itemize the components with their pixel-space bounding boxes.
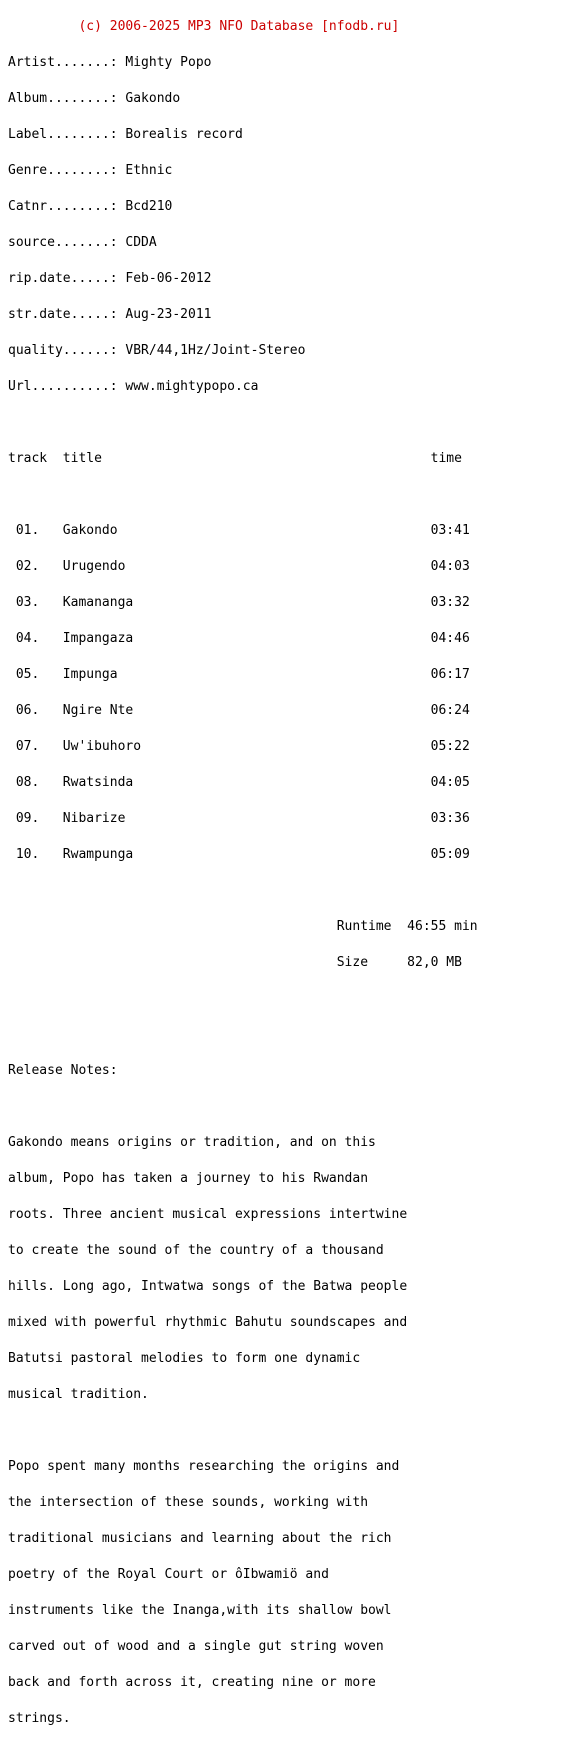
track-row: 06. Ngire Nte 06:24 <box>8 703 470 718</box>
notes-paragraph-1-line: Gakondo means origins or tradition, and on this <box>8 1135 376 1150</box>
notes-paragraph-1-line: Batutsi pastoral melodies to form one dynamic <box>8 1351 361 1366</box>
info-label: Label........: Borealis record <box>8 127 243 142</box>
blank-line <box>8 489 478 501</box>
info-catnr: Catnr........: Bcd210 <box>8 199 173 214</box>
info-source: source.......: CDDA <box>8 235 157 250</box>
runtime-total: Runtime 46:55 min <box>8 919 478 934</box>
notes-paragraph-1-line: hills. Long ago, Intwatwa songs of the Batwa people <box>8 1279 408 1294</box>
notes-paragraph-1-line: album, Popo has taken a journey to his Rwandan <box>8 1171 369 1186</box>
blank-line <box>8 1101 478 1113</box>
notes-paragraph-2-line: poetry of the Royal Court or ôIbwamiö and <box>8 1567 329 1582</box>
nfodb-header: (c) 2006-2025 MP3 NFO Database [nfodb.ru] <box>8 19 400 34</box>
size-total: Size 82,0 MB <box>8 955 462 970</box>
blank-line <box>8 417 478 429</box>
info-rip-date: rip.date.....: Feb-06-2012 <box>8 271 212 286</box>
notes-paragraph-1-line: roots. Three ancient musical expressions intertwine <box>8 1207 408 1222</box>
track-row: 01. Gakondo 03:41 <box>8 523 470 538</box>
track-row: 10. Rwampunga 05:09 <box>8 847 470 862</box>
release-notes-title: Release Notes: <box>8 1063 118 1078</box>
track-row: 09. Nibarize 03:36 <box>8 811 470 826</box>
track-row: 04. Impangaza 04:46 <box>8 631 470 646</box>
track-row: 07. Uw'ibuhoro 05:22 <box>8 739 470 754</box>
info-str-date: str.date.....: Aug-23-2011 <box>8 307 212 322</box>
info-url: Url..........: www.mightypopo.ca <box>8 379 259 394</box>
notes-paragraph-2-line: back and forth across it, creating nine or more <box>8 1675 376 1690</box>
blank-line <box>8 1425 478 1437</box>
notes-paragraph-1-line: musical tradition. <box>8 1387 149 1402</box>
notes-paragraph-2-line: traditional musicians and learning about the rich <box>8 1531 392 1546</box>
notes-paragraph-2-line: the intersection of these sounds, working with <box>8 1495 369 1510</box>
info-quality: quality......: VBR/44,1Hz/Joint-Stereo <box>8 343 306 358</box>
notes-paragraph-1-line: mixed with powerful rhythmic Bahutu soundscapes and <box>8 1315 408 1330</box>
track-row: 05. Impunga 06:17 <box>8 667 470 682</box>
info-artist: Artist.......: Mighty Popo <box>8 55 212 70</box>
notes-paragraph-2-line: Popo spent many months researching the origins and <box>8 1459 400 1474</box>
track-row: 02. Urugendo 04:03 <box>8 559 470 574</box>
info-album: Album........: Gakondo <box>8 91 181 106</box>
blank-line <box>8 1029 478 1041</box>
blank-line <box>8 885 478 897</box>
notes-paragraph-2-line: instruments like the Inanga,with its shallow bowl <box>8 1603 392 1618</box>
info-genre: Genre........: Ethnic <box>8 163 173 178</box>
nfo-text <box>8 0 478 1737</box>
track-row: 08. Rwatsinda 04:05 <box>8 775 470 790</box>
tracklist-header: track title time <box>8 451 462 466</box>
notes-paragraph-2-line: strings. <box>8 1711 71 1726</box>
blank-line <box>8 993 478 1005</box>
notes-paragraph-2-line: carved out of wood and a single gut string woven <box>8 1639 384 1654</box>
notes-paragraph-1-line: to create the sound of the country of a thousand <box>8 1243 384 1258</box>
track-row: 03. Kamananga 03:32 <box>8 595 470 610</box>
